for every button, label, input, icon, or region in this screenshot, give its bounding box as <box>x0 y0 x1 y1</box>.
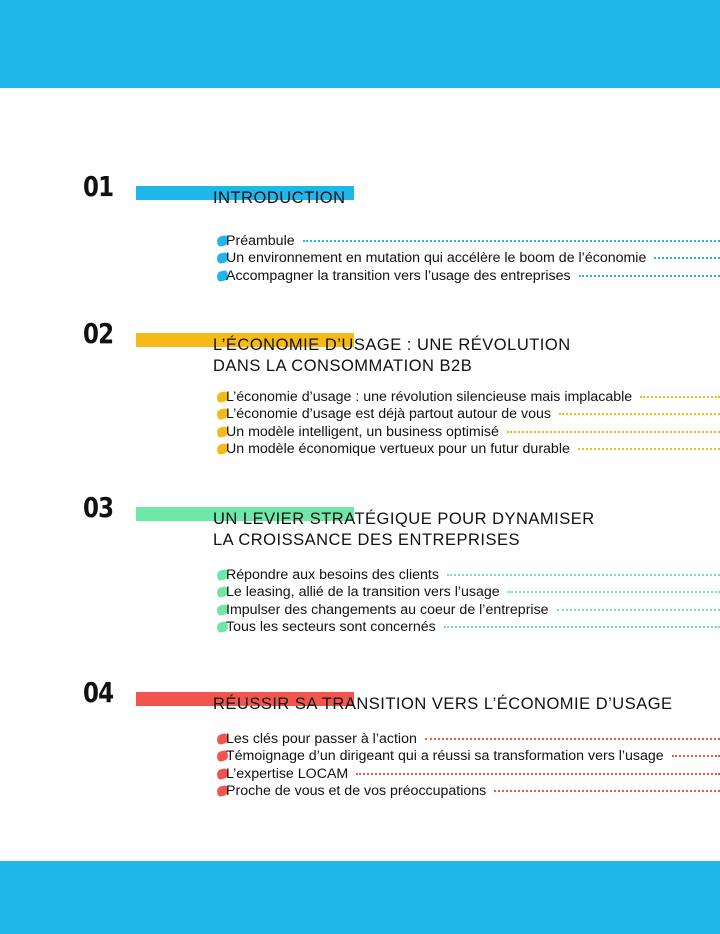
toc-entry-label: L’expertise LOCAM <box>226 765 349 782</box>
dotted-leader <box>303 240 720 242</box>
section-title-line: LA CROISSANCE DES ENTREPRISES <box>213 531 520 549</box>
toc-entry[interactable] <box>0 731 720 748</box>
toc-entry-label: Impulser des changements au coeur de l’entreprise <box>226 601 549 618</box>
dotted-leader <box>559 413 720 415</box>
toc-entry[interactable] <box>0 233 720 250</box>
dotted-leader <box>579 275 720 277</box>
toc-entry[interactable] <box>0 783 720 800</box>
dotted-leader <box>654 257 720 259</box>
toc-entry-label: Préambule <box>226 233 295 249</box>
section-items <box>0 567 720 636</box>
toc-entry[interactable] <box>0 389 720 406</box>
toc-entry-row <box>226 619 720 636</box>
toc-entry-label: Tous les secteurs sont concernés <box>226 618 436 635</box>
toc-entry-row <box>226 748 720 765</box>
section-number: 03 <box>83 491 114 524</box>
toc-entry-row <box>226 602 720 619</box>
toc-entry[interactable] <box>0 602 720 619</box>
toc-entry-label: Les clés pour passer à l’action <box>226 731 417 747</box>
toc-entry-row <box>226 406 720 423</box>
section-number: 04 <box>83 676 114 709</box>
toc-entry-label: Un environnement en mutation qui accélère le boom de l’économie <box>226 250 647 267</box>
toc-entry[interactable] <box>0 424 720 441</box>
toc-entry-label: Répondre aux besoins des clients <box>226 567 439 583</box>
section-items <box>0 731 720 800</box>
dotted-leader <box>578 448 720 450</box>
dotted-leader <box>494 790 720 792</box>
section-title <box>213 188 346 209</box>
dotted-leader <box>425 738 720 740</box>
toc-entry[interactable] <box>0 441 720 458</box>
toc-entry[interactable] <box>0 406 720 423</box>
section-number: 01 <box>83 170 114 203</box>
toc-entry-row <box>226 389 720 406</box>
toc-entry-row <box>226 731 720 748</box>
toc-entry-row <box>226 441 720 458</box>
dotted-leader <box>672 755 720 757</box>
toc-entry[interactable] <box>0 619 720 636</box>
toc-entry[interactable] <box>0 250 720 267</box>
section-title <box>213 335 571 377</box>
section-title-line: UN LEVIER STRATÉGIQUE POUR DYNAMISER <box>213 510 595 528</box>
section-title <box>213 509 595 551</box>
section-title-line: L’ÉCONOMIE D’USAGE : UNE RÉVOLUTION <box>213 336 571 354</box>
toc-entry-label: Un modèle économique vertueux pour un futur durable <box>226 440 570 457</box>
toc-entry-row <box>226 766 720 783</box>
dotted-leader <box>444 626 720 628</box>
toc-entry-row <box>226 567 720 584</box>
section-title <box>213 694 673 715</box>
toc-entry-label: Témoignage d’un dirigeant qui a réussi sa transformation vers l’usage <box>226 748 664 765</box>
section-title-line: DANS LA CONSOMMATION B2B <box>213 357 473 375</box>
toc-entry-row <box>226 250 720 267</box>
toc-entry[interactable] <box>0 584 720 601</box>
section-title-line: RÉUSSIR SA TRANSITION VERS L’ÉCONOMIE D’USAGE <box>213 695 673 713</box>
toc-entry-label: Accompagner la transition vers l’usage des entreprises <box>226 267 571 284</box>
toc-entry-row <box>226 233 720 250</box>
toc-entry-row <box>226 584 720 601</box>
toc-entry-label: Un modèle intelligent, un business optimisé <box>226 423 499 440</box>
toc-entry[interactable] <box>0 748 720 765</box>
toc-entry-label: Le leasing, allié de la transition vers l’usage <box>226 584 500 601</box>
dotted-leader <box>447 574 720 576</box>
toc-entry-row <box>226 268 720 285</box>
section-number: 02 <box>83 317 114 350</box>
toc-entry[interactable] <box>0 766 720 783</box>
dotted-leader <box>356 773 720 775</box>
section-items <box>0 389 720 458</box>
section-items <box>0 233 720 285</box>
toc-entry-row <box>226 783 720 800</box>
toc-entry-row <box>226 424 720 441</box>
toc-entry-label: L’économie d’usage : une révolution silencieuse mais implacable <box>226 389 633 405</box>
bottom-band <box>0 861 720 934</box>
dotted-leader <box>507 431 720 433</box>
dotted-leader <box>508 591 720 593</box>
top-band <box>0 0 720 88</box>
toc-entry[interactable] <box>0 268 720 285</box>
dotted-leader <box>640 396 720 398</box>
toc-entry[interactable] <box>0 567 720 584</box>
toc-entry-label: Proche de vous et de vos préoccupations <box>226 782 487 799</box>
toc-entry-label: L’économie d’usage est déjà partout autour de vous <box>226 406 551 423</box>
section-title-line: INTRODUCTION <box>213 189 346 207</box>
dotted-leader <box>557 609 720 611</box>
